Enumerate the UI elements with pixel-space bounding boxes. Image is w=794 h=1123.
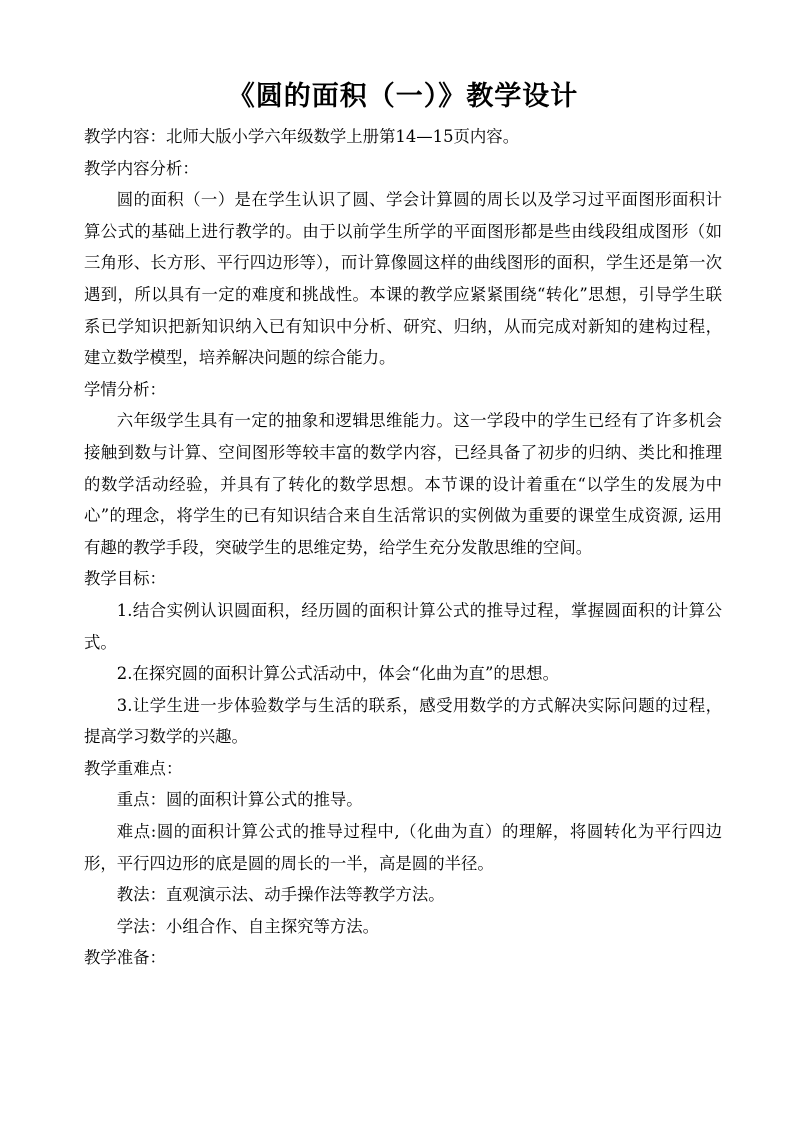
learner-analysis-heading: 学情分析： <box>84 379 166 399</box>
teaching-goal-2: 2.在探究圆的面积计算公式活动中，体会“化曲为直”的思想。 <box>116 664 559 684</box>
teaching-goal-1: 1.结合实例认识圆面积，经历圆的面积计算公式的推导过程，掌握圆面积的计算公式。 <box>84 600 722 652</box>
document-title: 《圆的面积（一）》教学设计 <box>227 81 579 112</box>
learning-method: 学法：小组合作、自主探究等方法。 <box>116 916 380 936</box>
key-point: 重点：圆的面积计算公式的推导。 <box>116 790 363 810</box>
learner-analysis-paragraph: 六年级学生具有一定的抽象和逻辑思维能力。这一学段中的学生已经有了许多机会接触到数与计算、空间图形等较丰富的数学内容，已经具备了初步的归纳、类比和推理的数学活动经验，并具有了转化的数学思想。本节课的设计着重在“以学生的发展为中心”的理念，将学生的已有知识结合来自生活常识的实例做为重要的课堂生成资源, 运用有趣的教学手段，突破学生的思维定势，给学生充分发散思维的空间。 <box>84 411 722 557</box>
difficult-point: 难点:圆的面积计算公式的推导过程中,（化曲为直）的理解，将圆转化为平行四边形，平行四边形的底是圆的周长的一半，高是圆的半径。 <box>84 822 722 873</box>
teaching-goals-heading: 教学目标： <box>84 569 166 589</box>
content-analysis-paragraph: 圆的面积（一）是在学生认识了圆、学会计算圆的周长以及学习过平面图形面积计算公式的基础上进行教学的。由于以前学生所学的平面图形都是些由线段组成图形（如三角形、长方形、平行四边形等），而计算像圆这样的曲线图形的面积，学生还是第一次遇到，所以具有一定的难度和挑战性。本课的教学应紧紧围绕“转化”思想，引导学生联系已学知识把新知识纳入已有知识中分析、研究、归纳，从而完成对新知的建构过程，建立数学模型，培养解决问题的综合能力。 <box>84 190 722 368</box>
teaching-preparation-heading: 教学准备： <box>84 948 166 968</box>
teaching-goal-3: 3.让学生进一步体验数学与生活的联系，感受用数学的方式解决实际问题的过程，提高学习数学的兴趣。 <box>84 695 722 747</box>
content-analysis-heading: 教学内容分析： <box>84 158 199 178</box>
teaching-method: 教法：直观演示法、动手操作法等教学方法。 <box>116 885 445 905</box>
key-difficult-points-heading: 教学重难点： <box>84 758 183 778</box>
teaching-content-line: 教学内容：北师大版小学六年级数学上册第14—15页内容。 <box>84 127 520 146</box>
